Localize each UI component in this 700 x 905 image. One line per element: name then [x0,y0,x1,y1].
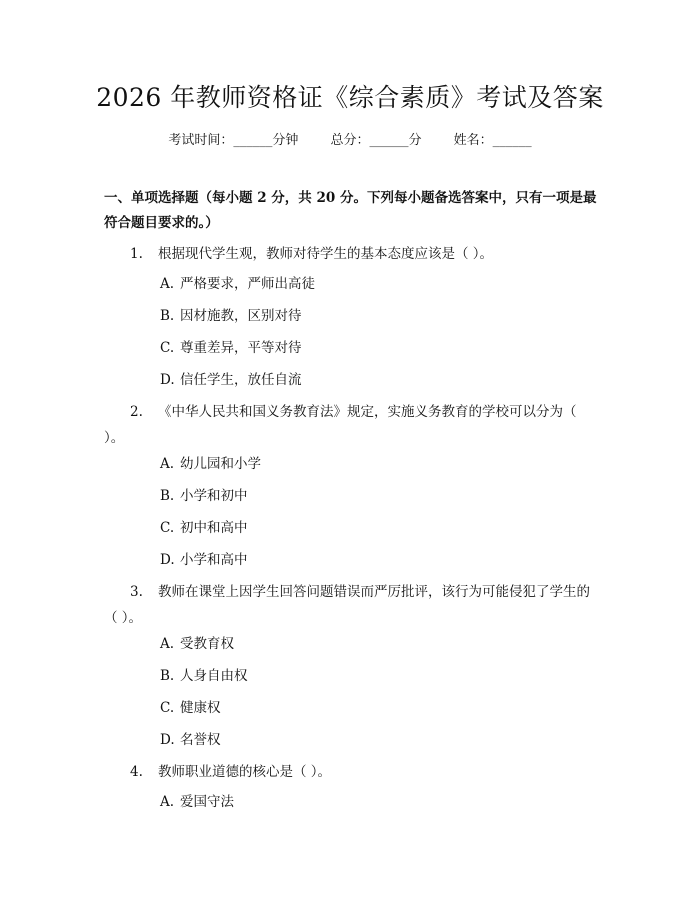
option-text: 健康权 [180,700,221,716]
section-heading: 一、单项选择题（每小题 2 分，共 20 分。下列每小题备选答案中，只有一项是最符合题目要求的。） [104,190,597,231]
option-text: 小学和高中 [180,552,248,568]
option-1a [160,273,600,295]
option-text: 人身自由权 [180,668,248,684]
question-3 [104,579,600,631]
option-3c [160,697,600,719]
total-score-field: 总分：______分 [330,133,422,148]
option-letter: D. [160,372,175,388]
option-2a [160,453,600,475]
question-4 [130,759,600,785]
option-text: 初中和高中 [180,520,248,536]
option-letter: B. [160,308,175,324]
option-letter: D. [160,552,175,568]
option-2b [160,485,600,507]
option-text: 因材施教，区别对待 [180,308,302,324]
option-text: 受教育权 [180,636,234,652]
question-text: 《中华人民共和国义务教育法》规定，实施义务教育的学校可以分为（ ）。 [104,404,577,446]
option-text: 爱国守法 [180,794,234,810]
option-text: 幼儿园和小学 [180,456,261,472]
name-field: 姓名：______ [453,133,532,148]
option-letter: D. [160,732,175,748]
question-number: 1. [130,246,143,262]
option-1b [160,305,600,327]
option-letter: C. [160,340,175,356]
option-3b [160,665,600,687]
option-letter: A. [160,794,175,810]
option-3a [160,633,600,655]
option-2c [160,517,600,539]
document-title: 2026 年教师资格证《综合素质》考试及答案 [96,83,604,112]
option-4a [160,791,600,813]
question-1 [130,241,600,267]
option-letter: A. [160,456,175,472]
question-text: 教师职业道德的核心是（ ）。 [158,764,332,780]
question-number: 3. [130,584,143,600]
option-letter: B. [160,668,175,684]
option-1c [160,337,600,359]
option-text: 尊重差异，平等对待 [180,340,302,356]
option-text: 小学和初中 [180,488,248,504]
option-letter: C. [160,520,175,536]
option-letter: A. [160,636,175,652]
option-letter: A. [160,276,175,292]
option-letter: C. [160,700,175,716]
question-text: 根据现代学生观，教师对待学生的基本态度应该是（ ）。 [158,246,494,262]
option-1d [160,369,600,391]
option-letter: B. [160,488,175,504]
question-number: 4. [130,764,143,780]
option-2d [160,549,600,571]
option-text: 名誉权 [180,732,221,748]
option-text: 严格要求，严师出高徒 [180,276,315,292]
question-2 [104,399,600,451]
option-3d [160,729,600,751]
exam-time-field: 考试时间：______分钟 [168,133,299,148]
question-number: 2. [130,404,143,420]
exam-meta [0,130,700,152]
option-text: 信任学生，放任自流 [180,372,302,388]
question-text: 教师在课堂上因学生回答问题错误而严厉批评，该行为可能侵犯了学生的（ ）。 [104,584,590,626]
